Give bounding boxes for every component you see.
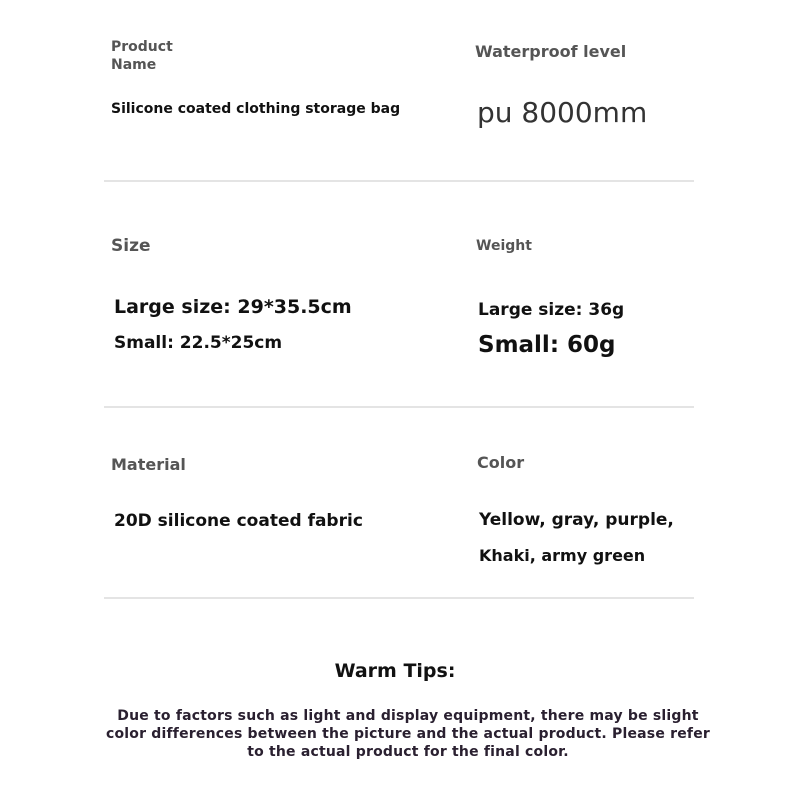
warm-tips-title: Warm Tips: [334, 660, 456, 682]
material-label: Material [111, 455, 186, 474]
row-divider-1 [104, 180, 694, 182]
waterproof-level-label: Waterproof level [475, 42, 627, 61]
warm-tips-body: Due to factors such as light and display equipment, there may be slight color differences between the picture and the actual product. Please refer to the actual product for the final color. [105, 708, 710, 760]
color-value-line-2: Khaki, army green [479, 546, 646, 565]
size-small-value: Small: 22.5*25cm [114, 333, 283, 353]
product-name-label: Product Name [111, 39, 173, 73]
waterproof-level-value: pu 8000mm [477, 96, 648, 129]
color-value-line-1: Yellow, gray, purple, [479, 510, 674, 530]
weight-small-value: Small: 60g [478, 332, 616, 358]
row-divider-2 [104, 406, 694, 408]
size-label: Size [111, 236, 151, 256]
size-large-value: Large size: 29*35.5cm [114, 296, 352, 318]
material-value: 20D silicone coated fabric [114, 511, 363, 531]
product-name-value: Silicone coated clothing storage bag [111, 101, 401, 117]
weight-large-value: Large size: 36g [478, 300, 625, 320]
row-divider-3 [104, 597, 694, 599]
weight-label: Weight [476, 238, 532, 254]
color-label: Color [477, 453, 525, 472]
